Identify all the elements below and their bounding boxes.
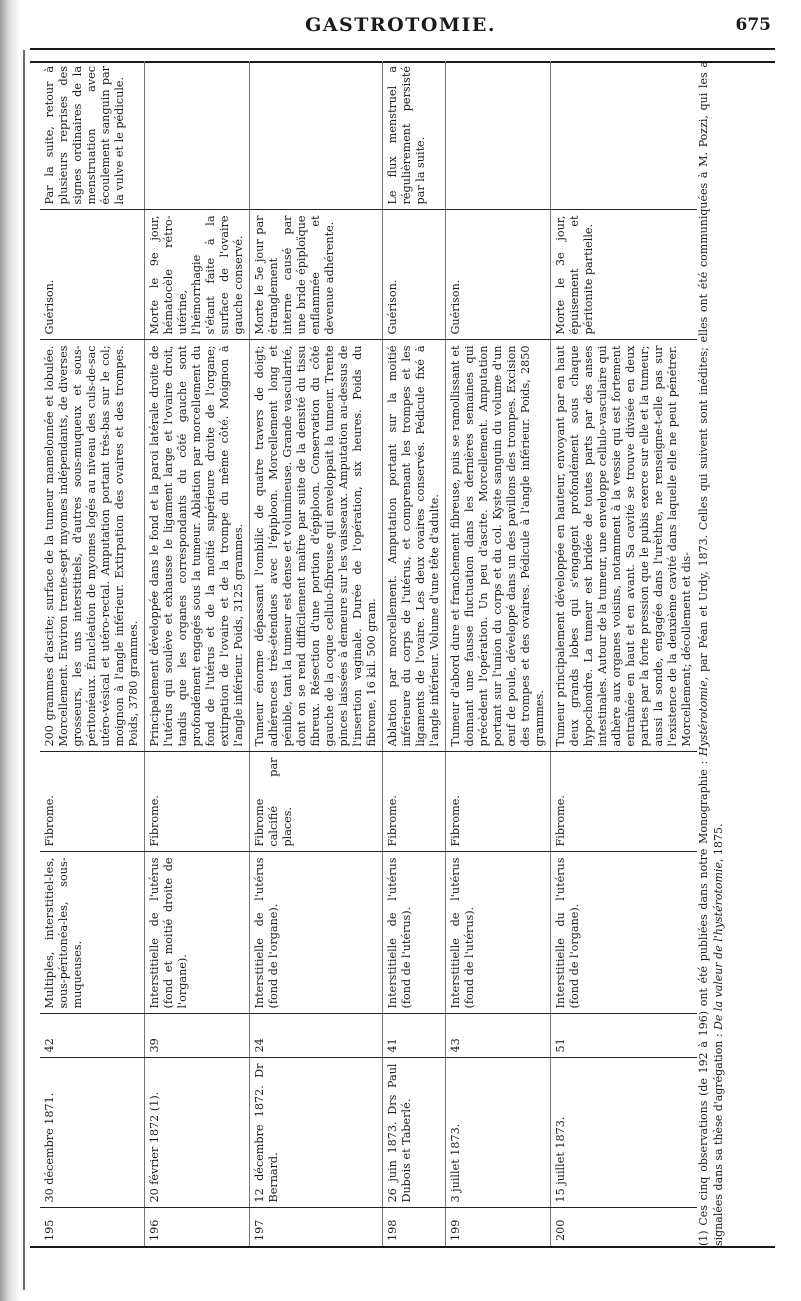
tumor-nature: Fibrome calcifié par places. (250, 752, 383, 852)
tumor-nature: Fibrome. (383, 752, 446, 852)
observation-number: 195 (40, 1208, 145, 1246)
rotated-table-block (40, 61, 760, 1246)
patient-age: 39 (145, 1014, 250, 1058)
follow-up-notes (551, 61, 698, 210)
table-row (145, 61, 250, 1246)
table-row (446, 61, 551, 1246)
tumor-site: Multiples, interstitiel-les, sous-péritonéa-les, sous-muqueuses. (40, 852, 145, 1014)
tumor-nature: Fibrome. (145, 752, 250, 852)
follow-up-notes: Le flux menstruel a régulièrement persisté par la suite. (386, 66, 427, 205)
operation-details: Principalement développée dans le fond et la paroi latérale droite de l'utérus qui soulève et exhausse le ligament large et l'ovaire droit, tandis que les organes correspondants du côté gauche sont profondément engagés sous la tumeur. Ablation par morcellement du fond de l'utérus et de la moitié supérieure droite de l'organe; extirpation de l'ovaire et de la trompe du même côté. Moignon à l'angle inférieur. Poids, 3125 grammes. (145, 340, 250, 752)
tumor-site: Interstitielle de l'utérus (fond de l'utérus). (446, 852, 551, 1014)
observation-date: 20 février 1872 (1). (145, 1058, 250, 1208)
tumor-nature: Fibrome. (551, 752, 698, 852)
table-row (250, 61, 383, 1246)
operation-result: Guérison. (40, 210, 145, 340)
observation-number: 198 (383, 1208, 446, 1246)
follow-up-notes (250, 61, 383, 210)
observation-number: 197 (250, 1208, 383, 1246)
table-row (383, 61, 446, 1246)
observation-date: 30 décembre 1871. (40, 1058, 145, 1208)
footnote (696, 61, 726, 1246)
observations-body (40, 61, 697, 1246)
operation-result: Morte le 3e jour, épuisement et péritonite partielle. (551, 210, 698, 340)
observation-number: 196 (145, 1208, 250, 1246)
operation-details: Tumeur d'abord dure et franchement fibreuse, puis se ramollissant et donnant une fausse fluctuation dans les dernières semaines qui précèdent l'opération. Un peu d'ascite. Morcellement. Amputation portant sur l'union du corps et du col. Kyste sanguin du volume d'un œuf de poule, développé dans un des pavillons des trompes. Excision des trompes et des ovaires. Pédicule à l'angle inférieur. Poids, 2850 grammes. (446, 340, 551, 752)
observation-date: 15 juillet 1873. (551, 1058, 698, 1208)
tumor-site: Interstitielle de l'utérus (fond de l'organe). (250, 852, 383, 1014)
tumor-nature: Fibrome. (446, 752, 551, 852)
table-bottom-rule (30, 1246, 775, 1248)
observation-date: 12 décembre 1872. Dr Bernard. (250, 1058, 383, 1208)
operation-details: Tumeur principalement développée en hauteur, envoyant par en haut deux grands lobes qui s'engagent profondément sous chaque hypochondre. La tumeur est bridée de toutes parts par des anses intestinales. Autour de la tumeur, une enveloppe cellulo-vasculaire qui adhère aux organes voisins, notamment à la vessie qui est fortement entraînée en haut et en avant. Sa cavité se trouve divisée en deux parties par la forte pression que le pubis exerce sur elle et la tumeur; aussi la sonde, engagée dans l'urèthre, ne renseigne-t-elle pas sur l'existence de la deuxième cavité dans laquelle elle ne peut pénétrer. Morcellement; décollement et dis- (551, 340, 698, 752)
follow-up-notes (446, 61, 551, 210)
operation-result: Morte le 9e jour, hématocèle rétro-utérine, l'hémorrhagie s'étant faite à la surface de l'ovaire gauche conservé. (145, 210, 250, 340)
patient-age: 51 (551, 1014, 698, 1058)
operation-details: Tumeur énorme dépassant l'ombilic de quatre travers de doigt; adhérences très-étendues avec l'épiploon. Morcellement long et pénible, tant la tumeur est dense et volumineuse. Grande vascularité, dont on se rend difficilement maître par suite de la densité du tissu fibreux. Résection d'une portion d'épiploon. Conservation du côté gauche de la coque cellulo-fibreuse qui enveloppait la tumeur. Trente pinces laissées à demeure sur les vaisseaux. Amputation au-dessus de l'insertion vaginale. Durée de l'opération, six heures. Poids du fibrome, 16 kil. 500 gram. (250, 340, 383, 752)
binding-edge-line (23, 50, 25, 1290)
observation-number: 199 (446, 1208, 551, 1246)
follow-up-notes: Par la suite, retour à plusieurs reprises des signes ordinaires de la menstruation avec écoulement sanguin par la vulve et le pédicule. (43, 66, 126, 205)
running-title: GASTROTOMIE. (305, 14, 496, 36)
patient-age: 24 (250, 1014, 383, 1058)
footnote-prefix: (1) Ces cinq observations (de 192 à 196) ont été publiées dans notre Monographie : (697, 756, 710, 1246)
operation-result: Guérison. (446, 210, 551, 340)
operation-details: 200 grammes d'ascite; surface de la tumeur mamelonnée et lobulée. Morcellement. Environ trente-sept myomes indépendants, de diverses grosseurs, les uns interstitiels, d'autres sous-muqueux et sous-péritonéaux. Énucléation de myomes logés au niveau des culs-de-sac utéro-vésical et utéro-rectal. Amputation portant très-bas sur le col; moignon à l'angle inférieur. Extirpation des ovaires et des trompes. Poids, 3780 grammes. (40, 340, 145, 752)
observations-table (40, 61, 697, 1246)
page-number: 675 (735, 15, 771, 35)
footnote-title-valeur: De la valeur de l'hystérotomie (712, 862, 725, 1030)
observation-date: 3 juillet 1873. (446, 1058, 551, 1208)
footnote-middle: , par Péan et Urdy, 1873. Celles qui suivent sont inédites; elles ont été communiquées à M. Pozzi, qui les a signalées dans sa thèse d'agrégation : (697, 61, 725, 1246)
observation-date: 26 juin 1873. Drs Paul Dubois et Taberlé. (383, 1058, 446, 1208)
patient-age: 43 (446, 1014, 551, 1058)
footnote-title-hysterotomie: Hystérotomie (697, 680, 710, 757)
patient-age: 41 (383, 1014, 446, 1058)
operation-details: Ablation par morcellement. Amputation portant sur la moitié inférieure du corps de l'utérus, et comprenant les trompes et les ligaments de l'ovaire. Les deux ovaires conservés. Pédicule fixé à l'angle inférieur. Volume d'une tête d'adulte. (383, 340, 446, 752)
follow-up-notes (145, 61, 250, 210)
operation-result: Morte le 5e jour par étranglement interne causé par une bride épiploïque enflammée et devenue adhérente. (250, 210, 383, 340)
tumor-nature: Fibrome. (40, 752, 145, 852)
tumor-site: Interstitielle de l'utérus (fond et moitié droite de l'organe). (145, 852, 250, 1014)
page-binding-shadow (0, 0, 20, 1301)
observation-number: 200 (551, 1208, 698, 1246)
table-row (551, 61, 698, 1246)
tumor-site: Interstitielle de l'utérus (fond de l'utérus). (383, 852, 446, 1014)
footnote-suffix: , 1875. (712, 823, 725, 862)
tumor-site: Interstitielle du l'utérus (fond de l'organe). (551, 852, 698, 1014)
table-row (40, 61, 145, 1246)
header-rule (30, 48, 775, 50)
operation-result: Guérison. (383, 210, 446, 340)
patient-age: 42 (40, 1014, 145, 1058)
